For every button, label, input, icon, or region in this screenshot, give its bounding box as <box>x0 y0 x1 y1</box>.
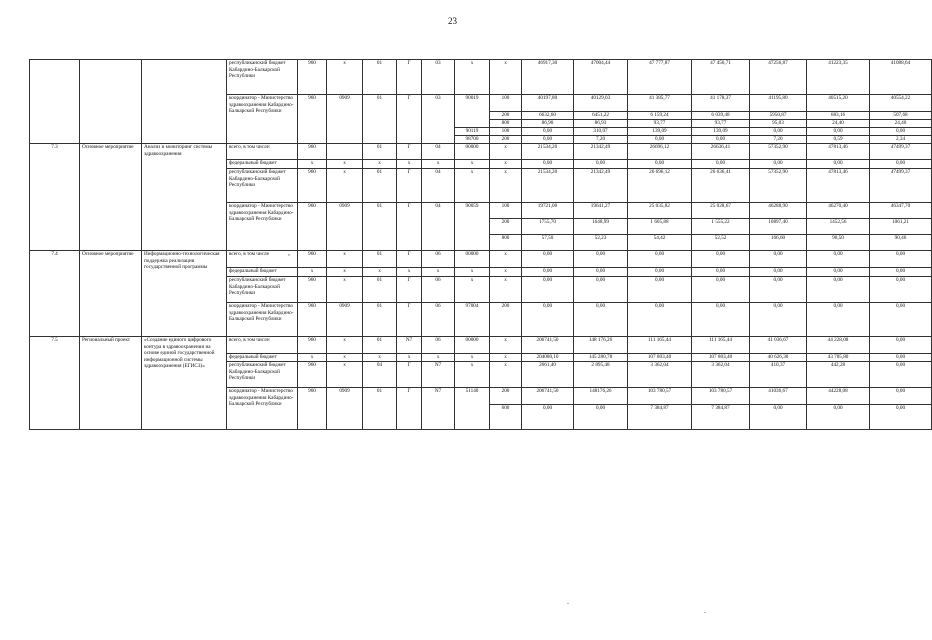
cell-value: 0,00 <box>807 160 870 169</box>
cell-value: 46917,30 <box>522 60 574 95</box>
cell-value: 0,00 <box>870 354 932 362</box>
cell-value: 47256,87 <box>750 60 807 95</box>
cell-value: 41036,67 <box>750 388 807 405</box>
cell-value: 41 036,67 <box>750 337 807 354</box>
cell-value: 0,00 <box>628 277 692 303</box>
cell-source: республиканский бюджет Кабардино-Балкарской Республики <box>227 362 298 388</box>
cell-value: 206741,50 <box>522 388 574 405</box>
cell-value: 86,93 <box>574 120 628 128</box>
cell-grbs: 960 <box>298 144 327 160</box>
cell-value: 41195,80 <box>750 95 807 112</box>
cell-source: республиканский бюджет Кабардино-Балкарской Республики <box>227 169 298 203</box>
cell-grbs: х <box>298 354 327 362</box>
cell-value: 0,00 <box>870 303 932 337</box>
scan-mark: . <box>567 597 569 606</box>
cell-source: республиканский бюджет Кабардино-Балкарской Республики <box>227 277 298 303</box>
cell-gp: 01 <box>363 277 397 303</box>
cell-value: 7 384,87 <box>628 405 692 430</box>
cell-vr: 100 <box>490 95 522 112</box>
cell-value: 310,07 <box>574 128 628 136</box>
cell-no: 7.3 <box>30 144 80 251</box>
cell-source: федеральный бюджет <box>227 268 298 277</box>
cell-value: 0,00 <box>870 337 932 354</box>
cell-vr: х <box>490 251 522 268</box>
cell-value: 0,00 <box>522 303 574 337</box>
cell-type: Основное мероприятие <box>80 251 142 337</box>
cell-source: координатор - Министерство здравоохранения Кабардино-Балкарской Республики <box>227 303 298 337</box>
cell-no <box>30 60 80 144</box>
cell-source: координатор - Министерство здравоохранения Кабардино-Балкарской Республики <box>227 388 298 430</box>
cell-vr: 200 <box>490 136 522 144</box>
cell-pgp: Г <box>397 169 422 203</box>
cell-value: 0,00 <box>870 160 932 169</box>
cell-value: 52,52 <box>692 235 750 251</box>
cell-value: 111 165,44 <box>692 337 750 354</box>
cell-dir: 97004 <box>455 303 490 337</box>
cell-name: Информационно-технологическая поддержка реализации государственной программы <box>142 251 227 337</box>
cell-value: 90,50 <box>807 235 870 251</box>
cell-value: 1 555,22 <box>692 219 750 235</box>
cell-value: 47813,46 <box>807 169 870 203</box>
cell-value: 57352,90 <box>750 144 807 160</box>
cell-value: 19641,27 <box>574 203 628 219</box>
cell-source: федеральный бюджет <box>227 160 298 169</box>
cell-dir: 51140 <box>455 388 490 430</box>
cell-value: 40197,80 <box>522 95 574 112</box>
cell-value: 103 780,57 <box>628 388 692 405</box>
cell-value: 47 450,71 <box>692 60 750 95</box>
cell-value: 21342,49 <box>574 144 628 160</box>
cell-value: 47004,44 <box>574 60 628 95</box>
cell-gp: х <box>363 160 397 169</box>
cell-value: 0,00 <box>692 277 750 303</box>
cell-dir: 90019 <box>455 95 490 128</box>
cell-value: 0,00 <box>870 251 932 268</box>
cell-dir: х <box>455 362 490 388</box>
cell-value: 206741,50 <box>522 337 574 354</box>
cell-value: 44228,08 <box>807 388 870 405</box>
cell-grbs: 960 <box>298 362 327 388</box>
cell-value: 40 626,30 <box>750 354 807 362</box>
cell-vr: 200 <box>490 303 522 337</box>
cell-value: 410,37 <box>750 362 807 388</box>
cell-dir: 00000 <box>455 337 490 354</box>
cell-vr: х <box>490 144 522 160</box>
cell-value: 166,60 <box>750 235 807 251</box>
cell-pgp: Г <box>397 251 422 268</box>
cell-value: 0,00 <box>574 268 628 277</box>
cell-value: 1755,70 <box>522 219 574 235</box>
cell-dir: 90059 <box>455 203 490 251</box>
cell-value: 41 178,37 <box>692 95 750 112</box>
cell-om: х <box>422 160 455 169</box>
cell-value: 0,00 <box>750 251 807 268</box>
cell-value: 5950,87 <box>750 112 807 120</box>
cell-dir: х <box>455 160 490 169</box>
cell-value: 0,00 <box>750 405 807 430</box>
cell-vr: х <box>490 337 522 354</box>
cell-value: 0,00 <box>574 277 628 303</box>
cell-value: 44 228,08 <box>807 337 870 354</box>
cell-value: 0,00 <box>807 405 870 430</box>
cell-value: 139,09 <box>628 128 692 136</box>
cell-value: 6 039,48 <box>692 112 750 120</box>
cell-no: 7.4 <box>30 251 80 337</box>
cell-pgp: х <box>397 354 422 362</box>
cell-value: 0,00 <box>574 160 628 169</box>
cell-value: 0,00 <box>807 303 870 337</box>
cell-value: 0,00 <box>522 277 574 303</box>
cell-value: 0,00 <box>692 268 750 277</box>
cell-rz: х <box>327 160 363 169</box>
cell-source: координатор - Министерство здравоохранения Кабардино-Балкарской Республики <box>227 95 298 144</box>
cell-om: 04 <box>422 169 455 203</box>
cell-gp: 01 <box>363 303 397 337</box>
cell-vr: 800 <box>490 120 522 128</box>
cell-value: 93,77 <box>692 120 750 128</box>
cell-value: 0,00 <box>522 251 574 268</box>
cell-value: 0,00 <box>750 277 807 303</box>
cell-grbs: 960 <box>298 388 327 430</box>
cell-om: 06 <box>422 251 455 268</box>
cell-om: 06 <box>422 337 455 354</box>
cell-value: 0,00 <box>522 160 574 169</box>
cell-value: 1648,99 <box>574 219 628 235</box>
cell-value: 0,00 <box>692 160 750 169</box>
cell-value: 26636,41 <box>692 144 750 160</box>
cell-grbs: х <box>298 160 327 169</box>
cell-value: 7 384,87 <box>692 405 750 430</box>
cell-rz: х <box>327 277 363 303</box>
cell-grbs: 960 <box>298 95 327 144</box>
cell-value: 86,90 <box>522 120 574 128</box>
cell-source: всего, в том числе: <box>227 337 298 354</box>
cell-value: 6 159,24 <box>628 112 692 120</box>
cell-value: 0,59 <box>807 136 870 144</box>
cell-value: 40554,22 <box>870 95 932 112</box>
cell-grbs: 960 <box>298 60 327 95</box>
cell-value: 2,34 <box>870 136 932 144</box>
cell-value: 46270,40 <box>807 203 870 219</box>
cell-om: N7 <box>422 362 455 388</box>
cell-dir: х <box>455 60 490 95</box>
cell-pgp: Г <box>397 95 422 144</box>
cell-rz: х <box>327 169 363 203</box>
cell-value: 107 803,40 <box>692 354 750 362</box>
cell-value: 21534,20 <box>522 144 574 160</box>
cell-dir: 90119 <box>455 128 490 136</box>
cell-value: 0,00 <box>750 303 807 337</box>
cell-value: 0,00 <box>628 251 692 268</box>
cell-dir: х <box>455 277 490 303</box>
cell-vr: х <box>490 362 522 388</box>
cell-value: 46288,90 <box>750 203 807 219</box>
cell-pgp: Г <box>397 60 422 95</box>
cell-value: 0,00 <box>750 128 807 136</box>
cell-om: 04 <box>422 203 455 251</box>
cell-value: 148 176,26 <box>574 337 628 354</box>
cell-value: 2661,40 <box>522 362 574 388</box>
cell-vr: 200 <box>490 219 522 235</box>
cell-value: 0,00 <box>870 268 932 277</box>
cell-value: 3 362,04 <box>692 362 750 388</box>
cell-value: 54,42 <box>628 235 692 251</box>
cell-gp: х <box>363 354 397 362</box>
cell-value: 0,00 <box>807 128 870 136</box>
cell-om: N7 <box>422 388 455 430</box>
cell-value: 47499,37 <box>870 169 932 203</box>
cell-vr: 100 <box>490 128 522 136</box>
cell-gp: 01 <box>363 388 397 430</box>
cell-value: 204080,10 <box>522 354 574 362</box>
cell-vr: х <box>490 169 522 203</box>
budget-table <box>29 59 932 430</box>
cell-pgp: Г <box>397 144 422 160</box>
cell-value: 21342,49 <box>574 169 628 203</box>
cell-value: 19721,00 <box>522 203 574 219</box>
cell-value: 0,00 <box>522 128 574 136</box>
cell-value: 0,00 <box>807 268 870 277</box>
cell-value: 0,00 <box>522 268 574 277</box>
cell-value: 0,00 <box>807 251 870 268</box>
cell-value: 145 280,78 <box>574 354 628 362</box>
cell-type: Основное мероприятие <box>80 144 142 251</box>
cell-value: 0,00 <box>870 277 932 303</box>
cell-value: 0,00 <box>522 405 574 430</box>
table-row <box>30 144 932 160</box>
cell-no: 7.5 <box>30 337 80 430</box>
cell-value: 2 895,48 <box>574 362 628 388</box>
cell-gp: 01 <box>363 337 397 354</box>
cell-value: 442,28 <box>807 362 870 388</box>
cell-value: 40129,03 <box>574 95 628 112</box>
cell-pgp: Г <box>397 362 422 388</box>
cell-vr: 800 <box>490 235 522 251</box>
cell-dir: х <box>455 169 490 203</box>
cell-value: 0,00 <box>807 277 870 303</box>
cell-gp: 01 <box>363 203 397 251</box>
cell-value: 683,16 <box>807 112 870 120</box>
cell-value: 0,00 <box>692 303 750 337</box>
cell-value: 1452,56 <box>807 219 870 235</box>
cell-source: федеральный бюджет <box>227 354 298 362</box>
cell-vr: х <box>490 354 522 362</box>
cell-value: 0,00 <box>628 268 692 277</box>
cell-value: 47813,46 <box>807 144 870 160</box>
cell-dir: 00000 <box>455 251 490 268</box>
cell-grbs: 960 <box>298 169 327 203</box>
cell-vr: х <box>490 277 522 303</box>
cell-pgp: Г <box>397 388 422 430</box>
cell-pgp: Г <box>397 203 422 251</box>
cell-value: 0,00 <box>628 136 692 144</box>
cell-pgp: N7 <box>397 337 422 354</box>
cell-pgp: х <box>397 160 422 169</box>
cell-grbs: 960 <box>298 277 327 303</box>
cell-pgp: Г <box>397 303 422 337</box>
cell-value: 46347,70 <box>870 203 932 219</box>
cell-value: 25 035,82 <box>628 203 692 219</box>
cell-value: 26 636,41 <box>692 169 750 203</box>
cell-value: 47 777,87 <box>628 60 692 95</box>
cell-value: 0,00 <box>750 160 807 169</box>
cell-vr: 100 <box>490 203 522 219</box>
cell-om: 06 <box>422 303 455 337</box>
scan-mark: . <box>704 606 706 615</box>
cell-gp: 04 <box>363 362 397 388</box>
cell-rz: х <box>327 337 363 354</box>
cell-value: 0,00 <box>574 405 628 430</box>
cell-value: 7,20 <box>750 136 807 144</box>
cell-value: 47499,37 <box>870 144 932 160</box>
cell-type: Региональный проект <box>80 337 142 430</box>
cell-gp: х <box>363 268 397 277</box>
cell-rz: 0909 <box>327 303 363 337</box>
cell-rz: 0909 <box>327 203 363 251</box>
cell-value: 6451,22 <box>574 112 628 120</box>
cell-value: 41 385,77 <box>628 95 692 112</box>
cell-pgp: Г <box>397 277 422 303</box>
cell-value: 107 803,40 <box>628 354 692 362</box>
cell-value: 0,00 <box>870 405 932 430</box>
cell-gp: 01 <box>363 169 397 203</box>
cell-rz: х <box>327 362 363 388</box>
cell-name: Анализ и мониторинг системы здравоохранения <box>142 144 227 251</box>
cell-value: 0,00 <box>574 303 628 337</box>
cell-gp: 01 <box>363 251 397 268</box>
cell-value: 103 780,57 <box>692 388 750 405</box>
cell-vr: 600 <box>490 405 522 430</box>
cell-rz: 0909 <box>327 388 363 430</box>
cell-dir: 98700 <box>455 136 490 144</box>
cell-value: 0,00 <box>692 136 750 144</box>
cell-gp: 01 <box>363 144 397 160</box>
cell-grbs: х <box>298 268 327 277</box>
cell-dir: х <box>455 268 490 277</box>
cell-value: 0,00 <box>870 128 932 136</box>
cell-value: 507,68 <box>870 112 932 120</box>
cell-rz: 0909 <box>327 95 363 144</box>
cell-value: 43 785,80 <box>807 354 870 362</box>
cell-value: 21534,20 <box>522 169 574 203</box>
cell-vr: х <box>490 268 522 277</box>
cell-vr: 200 <box>490 112 522 120</box>
cell-om: 04 <box>422 144 455 160</box>
cell-vr: 200 <box>490 388 522 405</box>
cell-value: 41223,35 <box>807 60 870 95</box>
cell-value: 0,00 <box>628 160 692 169</box>
cell-value: 10897,40 <box>750 219 807 235</box>
cell-value: 95,03 <box>750 120 807 128</box>
cell-value: 0,00 <box>522 136 574 144</box>
cell-value: 24,40 <box>870 120 932 128</box>
cell-gp: 01 <box>363 95 397 144</box>
cell-source: всего, в том числе <box>227 251 298 268</box>
cell-type <box>80 60 142 144</box>
cell-value: 0,00 <box>870 362 932 388</box>
cell-grbs: 960 <box>298 251 327 268</box>
cell-value: 7,20 <box>574 136 628 144</box>
cell-value: 0,00 <box>692 251 750 268</box>
cell-value: 139,09 <box>692 128 750 136</box>
cell-gp: 01 <box>363 60 397 95</box>
cell-value: 148176,26 <box>574 388 628 405</box>
cell-value: 24,40 <box>807 120 870 128</box>
cell-om: х <box>422 268 455 277</box>
table-row <box>30 337 932 354</box>
cell-grbs: 960 <box>298 203 327 251</box>
cell-value: 0,00 <box>574 251 628 268</box>
cell-rz: х <box>327 251 363 268</box>
cell-value: 6632,60 <box>522 112 574 120</box>
cell-value: 1 605,88 <box>628 219 692 235</box>
cell-rz <box>327 144 363 160</box>
cell-om: 03 <box>422 95 455 144</box>
cell-value: 25 028,67 <box>692 203 750 219</box>
cell-value: 26 696,12 <box>628 169 692 203</box>
table-row <box>30 251 932 268</box>
cell-value: 1061,21 <box>870 219 932 235</box>
cell-om: 03 <box>422 60 455 95</box>
cell-rz: х <box>327 268 363 277</box>
cell-value: 90,46 <box>870 235 932 251</box>
cell-om: 06 <box>422 277 455 303</box>
cell-value: 52,23 <box>574 235 628 251</box>
cell-source: всего, в том числе: <box>227 144 298 160</box>
cell-value: 3 362,04 <box>628 362 692 388</box>
cell-rz: х <box>327 354 363 362</box>
cell-grbs: 960 <box>298 337 327 354</box>
cell-value: 0,00 <box>750 268 807 277</box>
cell-grbs: 960 <box>298 303 327 337</box>
cell-value: 57352,90 <box>750 169 807 203</box>
table-row <box>30 60 932 95</box>
cell-dir: х <box>455 354 490 362</box>
cell-dir: 00000 <box>455 144 490 160</box>
scan-mark: , <box>288 248 290 257</box>
cell-source: координатор - Министерство здравоохранения Кабардино-Балкарской Республики <box>227 203 298 251</box>
cell-value: 40515,20 <box>807 95 870 112</box>
cell-value: 93,77 <box>628 120 692 128</box>
cell-value: 41088,64 <box>870 60 932 95</box>
cell-source: республиканский бюджет Кабардино-Балкарской Республики <box>227 60 298 95</box>
cell-value: 0,00 <box>870 388 932 405</box>
cell-name <box>142 60 227 144</box>
cell-pgp: х <box>397 268 422 277</box>
cell-om: х <box>422 354 455 362</box>
cell-value: 57,50 <box>522 235 574 251</box>
cell-vr: х <box>490 60 522 95</box>
page-number: 23 <box>448 16 457 26</box>
cell-value: 111 165,44 <box>628 337 692 354</box>
cell-value: 26696,12 <box>628 144 692 160</box>
cell-value: 0,00 <box>628 303 692 337</box>
cell-vr: х <box>490 160 522 169</box>
cell-name: «Создание единого цифрового контура в здравоохранении на основе единой государственной информационной системы здравоохранения (ЕГИСЗ)» <box>142 337 227 430</box>
cell-rz: х <box>327 60 363 95</box>
